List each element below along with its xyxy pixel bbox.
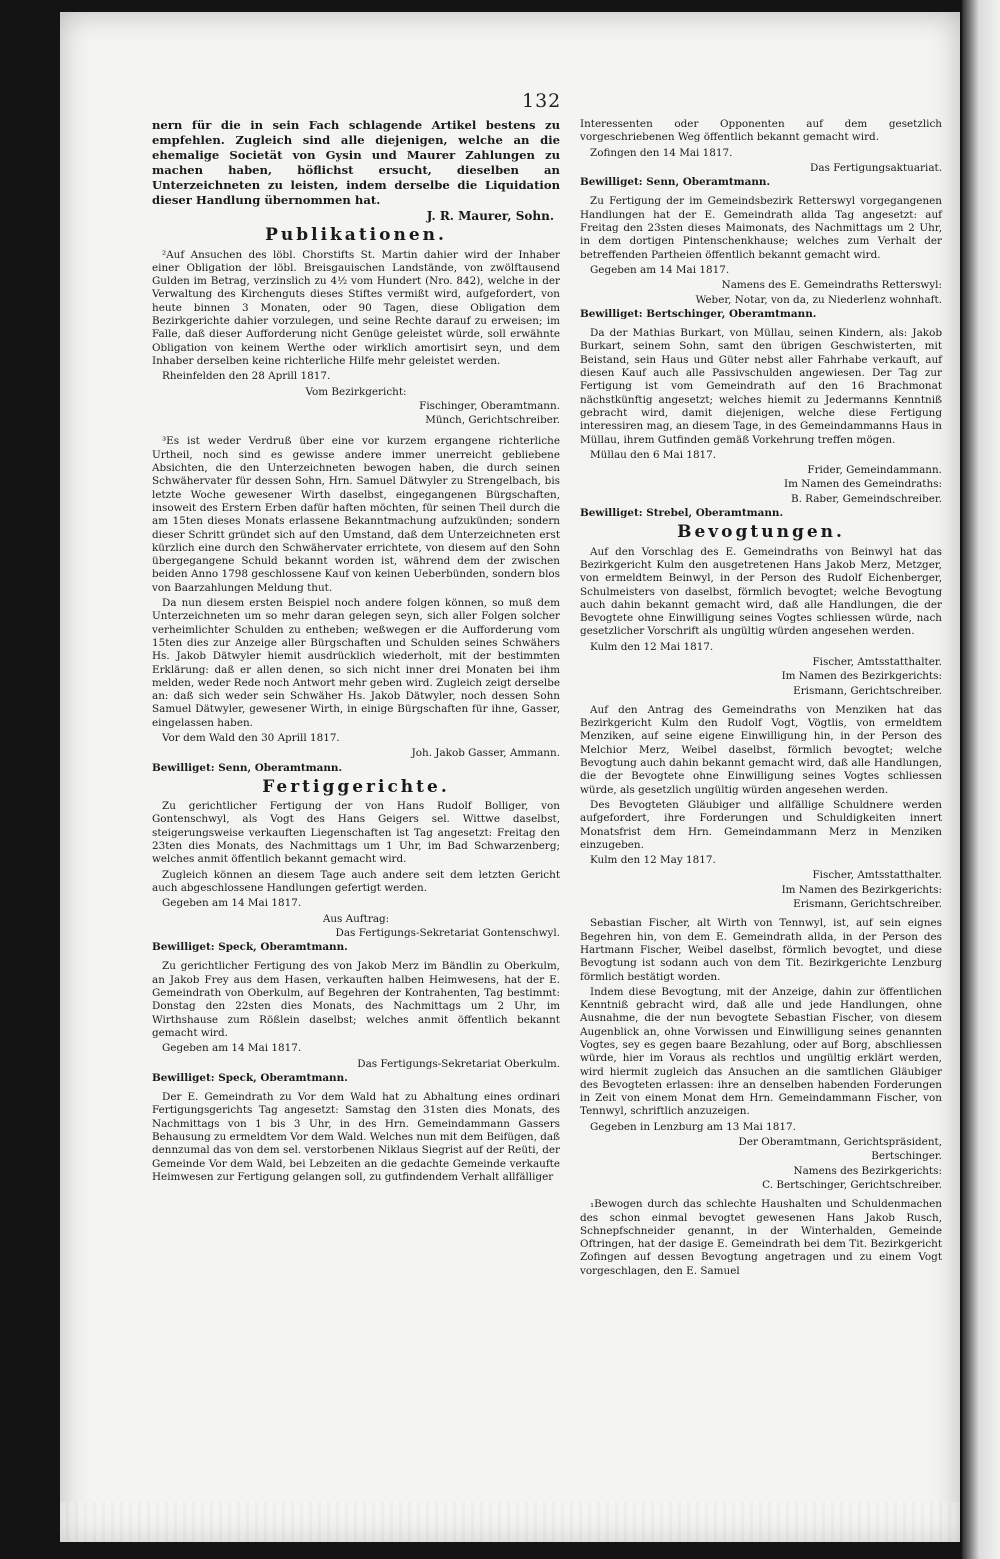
r1-paragraph: Zu Fertigung der im Gemeindsbezirk Retterswyl vorgegangenen Handlungen hat der E. Gemeindrath allda Tag angesetzt: auf Freitag den 23sten dieses Maimonats, des Nachmittags um 2 Uhr, in dem dortigen Pintenschenkhause; welches zum Verhalt der betreffenden Partheien öffentlich bekannt gemacht wird.: [580, 195, 942, 261]
fert1-date: Gegeben am 14 Mai 1817.: [162, 897, 302, 910]
pub2-date: Rheinfelden den 28 Aprill 1817.: [162, 370, 331, 383]
right-column: [580, 118, 942, 1280]
bev2-paragraph-2: Des Bevogteten Gläubiger und allfällige Schuldnere werden aufgefordert, ihre Forderungen und Schuldigkeiten innert Monatsfrist dem Hrn. Gemeindammann Merz in Menziken einzugeben.: [580, 798, 942, 851]
r1-signature-2: Weber, Notar, von da, zu Niederlenz wohnhaft.: [695, 293, 942, 306]
fert1-paragraph-2: Zugleich können an diesem Tage auch andere seit dem letzten Gericht auch abgeschlossene Handlungen gefertigt werden.: [152, 868, 560, 894]
bev3-paragraph: Sebastian Fischer, alt Wirth von Tennwyl, ist, auf sein eignes Begehren hin, von dem E. Gemeindrath allda, in der Person des Hartmann Fischer, Weibel daselbst, förmlich bevogtet, und diese Bevogtung ist sodann auch von dem Tit. Bezirkgerichte Lenzburg förmlich bestätigt worden.: [580, 917, 942, 983]
bev4-paragraph: ₁Bewogen durch das schlechte Haushalten und Schuldenmachen des schon einmal bevogtet gewesenen Hans Jakob Rusch, Schnepfschneider genannt, in der Winterhalden, Gemeinde Oftringen, hat der dasige E. Gemeindrath bei dem Tit. Bezirkgericht Zofingen auf dessen Bevogtung angetragen und zu einem Vogt vorgeschlagen, den E. Samuel: [580, 1198, 942, 1277]
pub3-paragraph-2: Da nun diesem ersten Beispiel noch andere folgen können, so muß dem Unterzeichneten um so mehr daran gelegen seyn, sich aller Folgen solcher verheimlichter Schulden zu entheben; weßwegen er die Aufforderung vom 15ten dies zur Anzeige aller Bürgschaften und Schulden seines Schwähers Hs. Jakob Dätwyler hiemit ausdrücklich wiederholt, mit der bestimmten Erklärung: daß er allen denen, so sich nicht inner drei Monaten bei ihm melden, weder Rede noch Antwort mehr geben wird. Zugleich zeigt derselbe an: daß sich weder sein Schwäher Hs. Jakob Dätwyler, noch dessen Sohn Samuel Dätwyler, gewesener Wirth, in einige Bürgschaften für ihne, Gasser, eingelassen haben.: [152, 597, 560, 729]
fert1-paragraph: Zu gerichtlicher Fertigung der von Hans Rudolf Bolliger, von Gontenschwyl, als Vogt des Hans Geigers sel. Wittwe daselbst, steigerungsweise verkauften Liegenschaften ist Tag angesetzt: Freitag den 23ten dies Monats, des Nachmittags um 1 Uhr, im Bad Schwarzenberg; welches anmit öffentlich bekannt gemacht wird.: [152, 800, 560, 866]
r1-approved: Bewilliget: Bertschinger, Oberamtmann.: [580, 307, 817, 320]
pub3-paragraph: ³Es ist weder Verdruß über eine vor kurzem ergangene richterliche Urtheil, noch sind es gewisse andere immer unerreicht gebliebene Absichten, die den Unterzeichneten bewogen haben, die durch seinen Schwähervater für dessen Sohn, Hrn. Samuel Dätwyler zu Strengelbach, bis letzte Woche gewesener Wirth daselbst, eingegangenen Bürgschaften, insoweit des Erstern Erben dafür haften möchten, für seinen Theil durch die am 15ten dieses Monats erlassene Bekanntmachung aufzukünden; sondern dieser Schritt gründet sich auf den Umstand, daß dem Unterzeichneten erst kürzlich eine durch den Schwähervater errichtete, von diesem auf den Sohn übergegangene Schuld bekannt worden ist, während dem der zwischen beiden Anno 1798 geschlossene Kauf von keinen Ueberbünden, sondern blos von Baarzahlungen Meldung thut.: [152, 435, 560, 594]
pub2-signature-1: Vom Bezirkgericht:: [305, 385, 407, 398]
left-column: [152, 118, 560, 1186]
fert1-signature-2: Das Fertigungs-Sekretariat Gontenschwyl.: [335, 926, 560, 939]
section-title-fertiggerichte: Fertiggerichte.: [262, 776, 450, 797]
r2-signature-2: Im Namen des Gemeindraths:: [784, 478, 942, 491]
fert3-paragraph: Der E. Gemeindrath zu Vor dem Wald hat zu Abhaltung eines ordinari Fertigungsgerichts Tag angesetzt: Samstag den 31sten dies Monats, des Nachmittags von 1 bis 3 Uhr, in des Hrn. Gemeindammann Gassers Behausung zu ermeldtem Vor dem Wald. Welches nun mit dem Beifügen, daß dennzumal das von dem sel. verstorbenen Niklaus Siegrist auf der Reüti, der Gemeinde Vor dem Wald, bei Lebzeiten an die gedachte Gemeinde verkaufte Heimwesen zur Fertigung gelangen soll, zu gutfindendem Verhalt allfälliger: [152, 1091, 560, 1183]
bev1-signature-3: Erismann, Gerichtschreiber.: [793, 684, 942, 697]
intro-paragraph: nern für die in sein Fach schlagende Artikel bestens zu empfehlen. Zugleich sind alle diejenigen, welche an die ehemalige Societät von Gysin und Maurer Zahlungen zu machen haben, höflichst ersucht, dieselben an Unterzeichneten zu leisten, indem derselbe die Liquidation dieser Handlung übernommen hat.: [152, 118, 560, 207]
r2-date: Müllau den 6 Mai 1817.: [590, 448, 717, 461]
section-title-bevogtungen: Bevogtungen.: [677, 522, 845, 543]
fert1-signature-1: Aus Auftrag:: [322, 912, 390, 925]
r1-date: Gegeben am 14 Mai 1817.: [590, 263, 730, 276]
bev2-paragraph: Auf den Antrag des Gemeindraths von Menziken hat das Bezirkgericht Kulm den Rudolf Vogt, Vögtlis, von ermeldtem Menziken, auf seine eigene Einwilligung hin, in der Person des Melchior Merz, Weibel daselbst, förmlich bevogtet; welche Bevogtung auch dahin bekannt gemacht wird, daß alle Handlungen, die der Bevogtete ohne Einwilligung seines Vogtes schliessen würde, als gesetzlich ungültig würden angesehen werden.: [580, 703, 942, 796]
fert2-paragraph: Zu gerichtlicher Fertigung des von Jakob Merz im Bändlin zu Oberkulm, an Jakob Frey aus dem Hasen, verkauften halben Heimwesens, hat der E. Gemeindrath von Oberkulm, auf Begehren der Kontrahenten, Tag bestimmt: Donstag den 22sten dies Monats, des Nachmittags um 2 Uhr, im Wirthshause zum Rößlein daselbst; welches anmit öffentlich bekannt gemacht wird.: [152, 960, 560, 1039]
r2-signature-3: B. Raber, Gemeindschreiber.: [790, 492, 942, 505]
bev3-signature-1: Der Oberamtmann, Gerichtspräsident,: [738, 1136, 942, 1149]
continued-date: Zofingen den 14 Mai 1817.: [590, 146, 733, 159]
pub2-signature-3: Münch, Gerichtschreiber.: [425, 414, 560, 427]
fert2-date: Gegeben am 14 Mai 1817.: [162, 1042, 302, 1055]
r2-paragraph: Da der Mathias Burkart, von Müllau, seinen Kindern, als: Jakob Burkart, seinem Sohn, samt den übrigen Geschwisterten, mit Beistand, sein Haus und Güter nebst aller Fahrhabe verkauft, auf diesen Kauf auch alle Passivschulden angewiesen. Der Tag zur Fertigung ist vom Gemeindrath auf den 16 Brachmonat nächstkünftig angesetzt; welches hiemit zu Jedermanns Kenntniß gebracht wird, damit diejenigen, welche diese Fertigung interessiren mag, an diesem Tage, in des Gemeindammanns Haus in Müllau, ihrem Gutfinden gemäß Vorkehrung treffen mögen.: [580, 327, 942, 446]
pub3-approved: Bewilliget: Senn, Oberamtmann.: [152, 761, 343, 774]
pub2-signature-2: Fischinger, Oberamtmann.: [419, 399, 560, 412]
torn-page-edge: [60, 1502, 960, 1542]
fert2-signature: Das Fertigungs-Sekretariat Oberkulm.: [357, 1057, 560, 1070]
pub2-paragraph: ²Auf Ansuchen des löbl. Chorstifts St. Martin dahier wird der Inhaber einer Obligation der löbl. Breisgauischen Landstände, von zwölftausend Gulden im Betrag, verzinslich zu 4½ vom Hundert (Nro. 842), welche in der Verwaltung des Kirchenguts dieses Stiftes vermißt wird, aufgefordert, von heute binnen 3 Monaten, oder 90 Tagen, diese Obligation dem Bezirkgerichte dahier vorzulegen, und seine Rechte darauf zu erweisen; im Falle, daß dieser Aufforderung nicht Genüge geleistet würde, soll erwähnte Obligation von keinem Werthe oder wirklich amortisirt seyn, und dem Inhaber derselben keine richterliche Hilfe mehr geleistet werden.: [152, 248, 560, 367]
bev1-date: Kulm den 12 Mai 1817.: [590, 640, 714, 653]
bev1-signature-1: Fischer, Amtsstatthalter.: [812, 655, 942, 668]
firm-signature: J. R. Maurer, Sohn.: [426, 209, 554, 223]
bev1-paragraph: Auf den Vorschlag des E. Gemeindraths von Beinwyl hat das Bezirkgericht Kulm den ausgetretenen Hans Jakob Merz, Metzger, von ermeldtem Beinwyl, in der Person des Rudolf Eichenberger, Schulmeisters von daselbst, förmlich bevogtet; welche Bevogtung auch dahin bekannt gemacht wird, daß alle Handlungen, die der Bevogtete ohne Einwilligung seines Vogtes schliessen würde, nach gesetzlicher Vorschrift als ungültig würden angesehen werden.: [580, 545, 942, 638]
bev3-signature-2: Bertschinger.: [871, 1150, 942, 1163]
continued-approved: Bewilliget: Senn, Oberamtmann.: [580, 176, 771, 189]
bev2-signature-2: Im Namen des Bezirkgerichts:: [781, 883, 942, 896]
scan-background-edge: [962, 0, 1000, 1559]
fert1-approved: Bewilliget: Speck, Oberamtmann.: [152, 941, 348, 954]
bev1-signature-2: Im Namen des Bezirkgerichts:: [781, 670, 942, 683]
bev3-signature-3: Namens des Bezirkgerichts:: [793, 1164, 942, 1177]
pub3-date: Vor dem Wald den 30 Aprill 1817.: [162, 731, 340, 744]
page-number: 132: [522, 90, 562, 112]
section-title-publikationen: Publikationen.: [265, 225, 447, 246]
bev3-date: Gegeben in Lenzburg am 13 Mai 1817.: [590, 1120, 796, 1133]
bev3-signature-4: C. Bertschinger, Gerichtschreiber.: [762, 1178, 942, 1191]
bev2-date: Kulm den 12 May 1817.: [590, 854, 716, 867]
pub3-signature: Joh. Jakob Gasser, Ammann.: [411, 747, 560, 760]
r2-signature-1: Frider, Gemeindammann.: [807, 464, 942, 477]
continued-signature: Das Fertigungsaktuariat.: [810, 161, 942, 174]
r2-approved: Bewilliget: Strebel, Oberamtmann.: [580, 507, 784, 520]
fert2-approved: Bewilliget: Speck, Oberamtmann.: [152, 1071, 348, 1084]
bev3-paragraph-2: Indem diese Bevogtung, mit der Anzeige, dahin zur öffentlichen Kenntniß gebracht wird, daß alle und jede Handlungen, ohne Ausnahme, die der nun bevogtete Sebastian Fischer, von diesem Augenblick an, ohne Vorwissen und Einwilligung seines genannten Vogtes, sey es gegen baare Bezahlung, oder auf Borg, abschliessen würde, hier im Voraus als rechtlos und ungültig erklärt werden, wird hiermit zugleich das Ansuchen an die samtlichen Gläubiger des Bevogteten erlassen: ihre an denselben habenden Forderungen in Zeit von einem Monat dem Hrn. Gemeindammann Fischer, von Tennwyl, schriftlich anzuzeigen.: [580, 985, 942, 1118]
continued-paragraph: Interessenten oder Opponenten auf dem gesetzlich vorgeschriebenen Weg öffentlich bekannt gemacht wird.: [580, 118, 942, 144]
bev2-signature-1: Fischer, Amtsstatthalter.: [812, 869, 942, 882]
bev2-signature-3: Erismann, Gerichtschreiber.: [793, 898, 942, 911]
r1-signature-1: Namens des E. Gemeindraths Retterswyl:: [721, 279, 942, 292]
newspaper-page: [60, 12, 960, 1542]
